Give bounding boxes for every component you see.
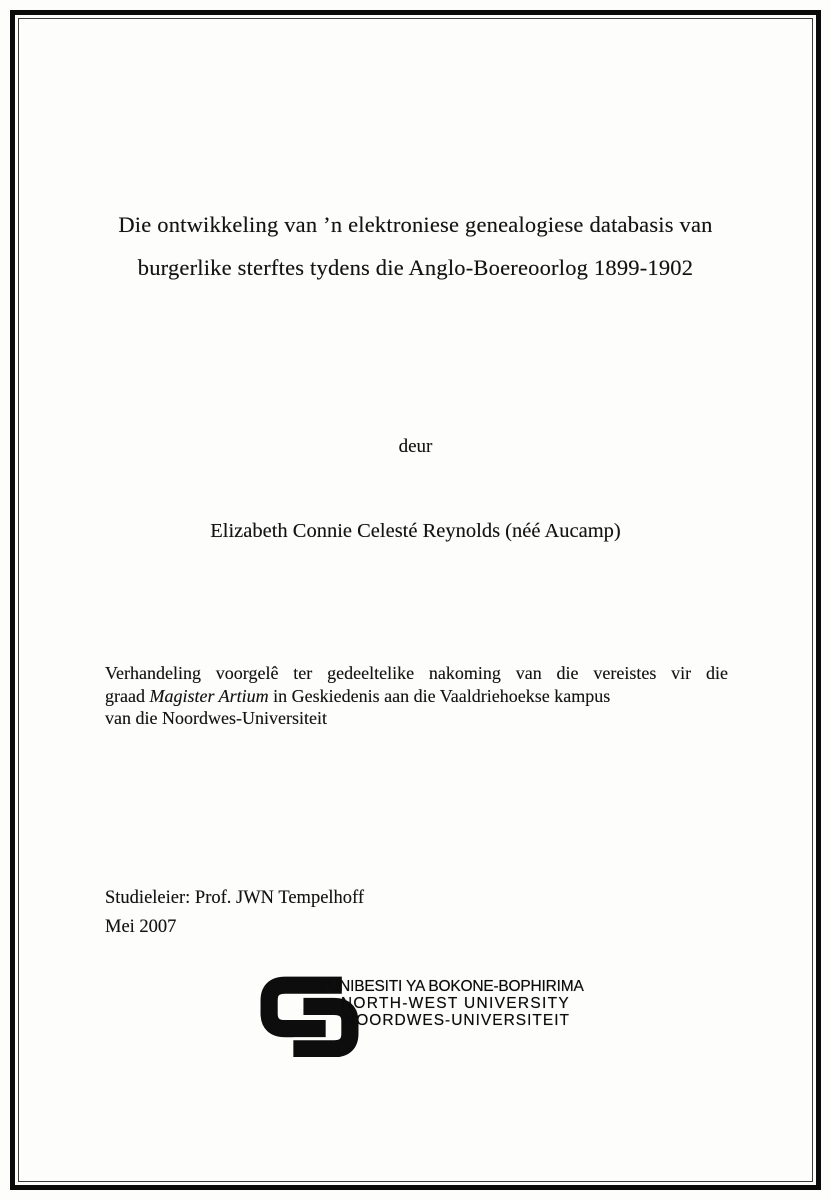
degree-name-italic: Magister Artium (149, 685, 269, 706)
logo-text-line-setswana: YUNIBESITI YA BOKONE-BOPHIRIMA (318, 978, 584, 995)
university-logo-text (318, 978, 584, 1029)
author-name: Elizabeth Connie Celesté Reynolds (néé Aucamp) (210, 520, 621, 542)
thesis-title-line-1: Die ontwikkeling van ’n elektroniese genealogiese databasis van (118, 212, 713, 237)
degree-statement-line-2-post: in Geskiedenis aan die Vaaldriehoekse kampus (268, 685, 611, 706)
degree-statement-line-3: van die Noordwes-Universiteit (105, 708, 327, 729)
thesis-title-line-2: burgerlike sterftes tydens die Anglo-Boereoorlog 1899-1902 (137, 255, 694, 280)
byline-deur: deur (398, 436, 433, 457)
degree-statement-line-2 (105, 685, 728, 708)
supervisor-block (105, 884, 364, 941)
degree-statement (105, 662, 728, 730)
logo-text-line-afrikaans: NOORDWES-UNIVERSITEIT (344, 1012, 570, 1029)
date-line: Mei 2007 (105, 916, 177, 937)
degree-statement-line-2-pre: graad (105, 685, 150, 706)
degree-statement-line-1: Verhandeling voorgelê ter gedeeltelike nakoming van die vereistes vir die (105, 663, 728, 683)
supervisor-line: Studieleier: Prof. JWN Tempelhoff (105, 888, 365, 908)
thesis-title (85, 203, 746, 289)
logo-text-line-english: NORTH-WEST UNIVERSITY (340, 995, 570, 1012)
